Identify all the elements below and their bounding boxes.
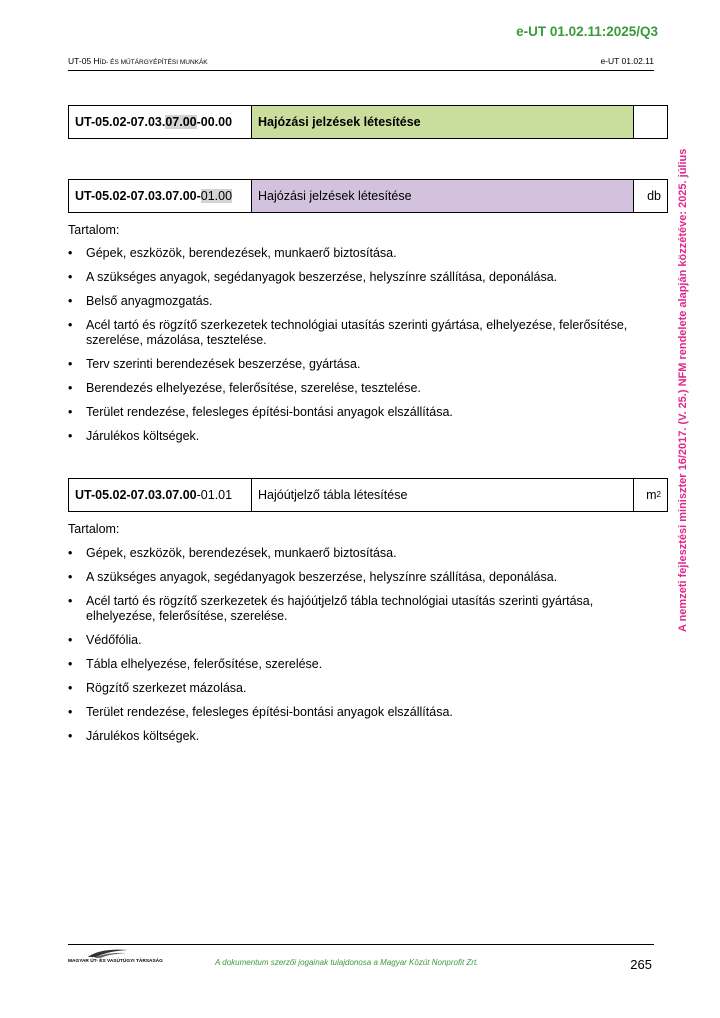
list-item: • Gépek, eszközök, berendezések, munkaerő biztosítása.: [68, 546, 658, 561]
item-title: Hajózási jelzések létesítése: [252, 106, 634, 138]
item-unit: m 2: [646, 488, 661, 502]
running-header: [68, 56, 654, 71]
content-label: Tartalom:: [68, 522, 120, 536]
item-code: UT-05.02-07.03.07.00- 01.00: [69, 180, 252, 212]
running-header-right: e-UT 01.02.11: [600, 56, 654, 66]
content-list-01-00: [68, 246, 658, 453]
item-code-table-01-00: [68, 179, 668, 213]
footer-divider: [68, 944, 654, 945]
list-item: • A szükséges anyagok, segédanyagok beszerzése, helyszínre szállítása, deponálása.: [68, 570, 658, 585]
item-code: UT-05.02-07.03.07.00 -01.01: [69, 479, 252, 511]
org-name: MAGYAR ÚT- ÉS VASÚTÜGYI TÁRSASÁG: [68, 959, 163, 964]
item-code-table-main: [68, 105, 668, 139]
list-item: • Gépek, eszközök, berendezések, munkaerő biztosítása.: [68, 246, 658, 261]
content-label: Tartalom:: [68, 223, 120, 237]
list-item: • Rögzítő szerkezet mázolása.: [68, 681, 658, 696]
content-list-01-01: [68, 546, 658, 753]
copyright-note: A dokumentum szerzői jogainak tulajdonosa a Magyar Közút Nonprofit Zrt.: [215, 958, 479, 967]
list-item: • Tábla elhelyezése, felerősítése, szerelése.: [68, 657, 658, 672]
list-item: • A szükséges anyagok, segédanyagok beszerzése, helyszínre szállítása, deponálása.: [68, 270, 658, 285]
list-item: • Acél tartó és rögzítő szerkezetek és hajóútjelző tábla technológiai utasítás szerinti gyártása, elhelyezése, felerősítése, szerelése.: [68, 594, 658, 624]
org-logo: [68, 947, 168, 967]
publication-note: A nemzeti fejlesztési miniszter 16/2017. (V. 25.) NFM rendelete alapján közzétéve: 2025. július: [677, 148, 689, 632]
list-item: • Járulékos költségek.: [68, 429, 658, 444]
item-title: Hajóútjelző tábla létesítése: [252, 479, 634, 511]
page-number: 265: [630, 957, 652, 972]
running-header-left: UT-05 HÍD- ÉS MŰTÁRGYÉPÍTÉSI MUNKÁK: [68, 56, 208, 66]
list-item: • Belső anyagmozgatás.: [68, 294, 658, 309]
list-item: • Berendezés elhelyezése, felerősítése, szerelése, tesztelése.: [68, 381, 658, 396]
item-unit: db: [647, 189, 661, 203]
item-code-table-01-01: [68, 478, 668, 512]
document-code: e-UT 01.02.11:2025/Q3: [516, 24, 658, 39]
list-item: • Terv szerinti berendezések beszerzése, gyártása.: [68, 357, 658, 372]
list-item: • Védőfólia.: [68, 633, 658, 648]
wing-logo-icon: [86, 947, 130, 959]
list-item: • Acél tartó és rögzítő szerkezetek technológiai utasítás szerinti gyártása, elhelyezése, felerősítése, szerelése, mázolása, tesztelése.: [68, 318, 658, 348]
list-item: • Terület rendezése, felesleges építési-bontási anyagok elszállítása.: [68, 705, 658, 720]
item-code: UT-05.02-07.03. 07.00 -00.00: [69, 106, 252, 138]
item-title: Hajózási jelzések létesítése: [252, 180, 634, 212]
list-item: • Járulékos költségek.: [68, 729, 658, 744]
list-item: • Terület rendezése, felesleges építési-bontási anyagok elszállítása.: [68, 405, 658, 420]
item-unit: [634, 106, 667, 138]
